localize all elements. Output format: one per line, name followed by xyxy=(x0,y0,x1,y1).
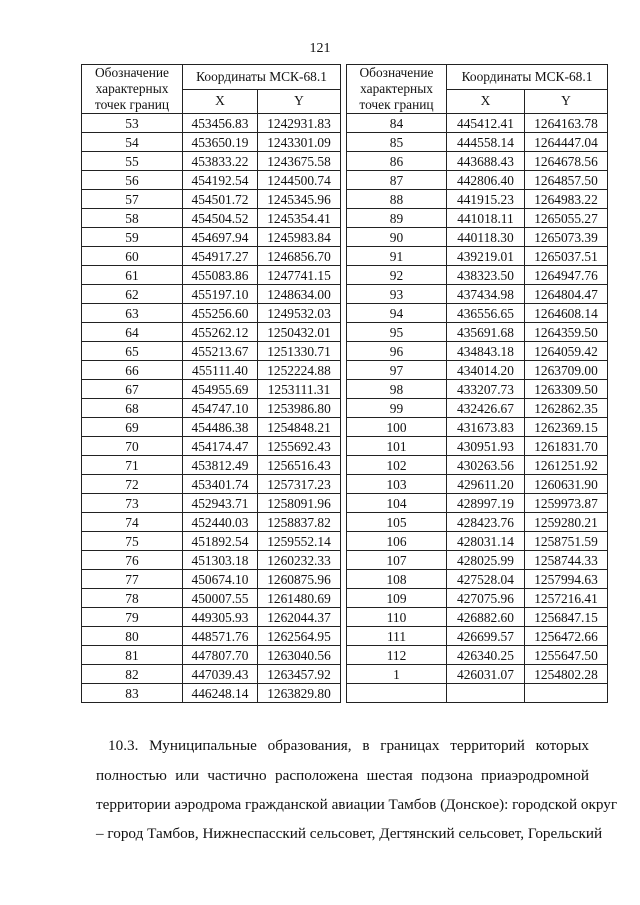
cell-x: 448571.76 xyxy=(183,627,258,646)
cell-point: 91 xyxy=(347,247,447,266)
cell-y: 1264163.78 xyxy=(525,114,608,133)
table-row xyxy=(347,114,608,133)
cell-point: 94 xyxy=(347,304,447,323)
table-row xyxy=(347,494,608,513)
cell-x: 429611.20 xyxy=(447,475,525,494)
cell-y: 1262862.35 xyxy=(525,399,608,418)
table-row xyxy=(82,380,341,399)
cell-point: 75 xyxy=(82,532,183,551)
table-row xyxy=(347,437,608,456)
cell-point: 59 xyxy=(82,228,183,247)
page-number: 121 xyxy=(309,41,331,56)
paragraph-line-4: – город Тамбов, Нижнеспасский сельсовет, Дегтянский сельсовет, Горельский xyxy=(96,825,603,842)
table-row xyxy=(347,399,608,418)
cell-y: 1253111.31 xyxy=(258,380,341,399)
table-row xyxy=(82,437,341,456)
cell-point: 81 xyxy=(82,646,183,665)
cell-point: 99 xyxy=(347,399,447,418)
cell-y: 1260232.33 xyxy=(258,551,341,570)
header-point-label: Обозначение характерных точек границ xyxy=(82,65,183,114)
cell-y: 1262369.15 xyxy=(525,418,608,437)
table-row xyxy=(82,608,341,627)
cell-y: 1263309.50 xyxy=(525,380,608,399)
cell-x: 432426.67 xyxy=(447,399,525,418)
cell-x: 437434.98 xyxy=(447,285,525,304)
cell-point: 56 xyxy=(82,171,183,190)
cell-point: 58 xyxy=(82,209,183,228)
paragraph-line-2: полностью или частично расположена шестая подзона приаэродромной xyxy=(96,767,589,784)
cell-point: 95 xyxy=(347,323,447,342)
cell-point: 67 xyxy=(82,380,183,399)
table-row xyxy=(347,456,608,475)
cell-x: 439219.01 xyxy=(447,247,525,266)
cell-y: 1263709.00 xyxy=(525,361,608,380)
cell-point: 68 xyxy=(82,399,183,418)
table-row xyxy=(82,342,341,361)
cell-x: 427075.96 xyxy=(447,589,525,608)
cell-x: 455256.60 xyxy=(183,304,258,323)
table-row xyxy=(82,190,341,209)
cell-x: 453650.19 xyxy=(183,133,258,152)
cell-point: 62 xyxy=(82,285,183,304)
table-row xyxy=(82,228,341,247)
cell-y: 1255647.50 xyxy=(525,646,608,665)
cell-point: 93 xyxy=(347,285,447,304)
cell-point: 112 xyxy=(347,646,447,665)
cell-point: 1 xyxy=(347,665,447,684)
cell-y: 1255692.43 xyxy=(258,437,341,456)
cell-x: 430951.93 xyxy=(447,437,525,456)
cell-y: 1261480.69 xyxy=(258,589,341,608)
cell-point: 60 xyxy=(82,247,183,266)
cell-point: 84 xyxy=(347,114,447,133)
header-point-label: Обозначение характерных точек границ xyxy=(347,65,447,114)
cell-x: 454917.27 xyxy=(183,247,258,266)
cell-x: 433207.73 xyxy=(447,380,525,399)
cell-y: 1242931.83 xyxy=(258,114,341,133)
cell-y: 1257317.23 xyxy=(258,475,341,494)
cell-x: 455111.40 xyxy=(183,361,258,380)
cell-x: 428997.19 xyxy=(447,494,525,513)
cell-y: 1265073.39 xyxy=(525,228,608,247)
cell-point: 72 xyxy=(82,475,183,494)
cell-y: 1264447.04 xyxy=(525,133,608,152)
table-row xyxy=(82,570,341,589)
cell-y: 1250432.01 xyxy=(258,323,341,342)
table-row xyxy=(347,608,608,627)
table-row xyxy=(347,551,608,570)
coordinates-table-left xyxy=(81,64,341,703)
cell-y: 1256472.66 xyxy=(525,627,608,646)
cell-x: 431673.83 xyxy=(447,418,525,437)
cell-point: 107 xyxy=(347,551,447,570)
cell-y xyxy=(525,684,608,703)
cell-x: 454486.38 xyxy=(183,418,258,437)
cell-point: 61 xyxy=(82,266,183,285)
cell-x: 454747.10 xyxy=(183,399,258,418)
cell-x: 452440.03 xyxy=(183,513,258,532)
cell-point: 74 xyxy=(82,513,183,532)
cell-x: 453833.22 xyxy=(183,152,258,171)
cell-x: 454504.52 xyxy=(183,209,258,228)
cell-y: 1264857.50 xyxy=(525,171,608,190)
table-row xyxy=(347,190,608,209)
table-row xyxy=(347,532,608,551)
cell-point: 79 xyxy=(82,608,183,627)
cell-point: 63 xyxy=(82,304,183,323)
cell-y: 1257216.41 xyxy=(525,589,608,608)
cell-x: 427528.04 xyxy=(447,570,525,589)
cell-y: 1249532.03 xyxy=(258,304,341,323)
cell-point: 78 xyxy=(82,589,183,608)
table-row xyxy=(347,266,608,285)
cell-y: 1265055.27 xyxy=(525,209,608,228)
cell-x xyxy=(447,684,525,703)
cell-x: 438323.50 xyxy=(447,266,525,285)
cell-point: 86 xyxy=(347,152,447,171)
cell-point: 111 xyxy=(347,627,447,646)
table-row xyxy=(347,304,608,323)
cell-point: 98 xyxy=(347,380,447,399)
header-y: Y xyxy=(525,89,608,114)
cell-point: 70 xyxy=(82,437,183,456)
cell-point: 55 xyxy=(82,152,183,171)
cell-point: 76 xyxy=(82,551,183,570)
cell-y: 1257994.63 xyxy=(525,570,608,589)
cell-point: 73 xyxy=(82,494,183,513)
table-row xyxy=(347,684,608,703)
cell-point: 80 xyxy=(82,627,183,646)
table-row xyxy=(82,114,341,133)
cell-y: 1256516.43 xyxy=(258,456,341,475)
cell-x: 450007.55 xyxy=(183,589,258,608)
cell-y: 1259280.21 xyxy=(525,513,608,532)
table-row xyxy=(82,665,341,684)
table-row xyxy=(347,171,608,190)
cell-point: 64 xyxy=(82,323,183,342)
table-row xyxy=(82,266,341,285)
table-row xyxy=(347,152,608,171)
table-row xyxy=(347,247,608,266)
cell-y: 1264947.76 xyxy=(525,266,608,285)
cell-y: 1258751.59 xyxy=(525,532,608,551)
cell-point: 105 xyxy=(347,513,447,532)
cell-x: 441018.11 xyxy=(447,209,525,228)
table-row xyxy=(82,589,341,608)
cell-point: 110 xyxy=(347,608,447,627)
cell-x: 453812.49 xyxy=(183,456,258,475)
cell-y: 1263829.80 xyxy=(258,684,341,703)
cell-x: 455197.10 xyxy=(183,285,258,304)
table-row xyxy=(82,475,341,494)
cell-x: 445412.41 xyxy=(447,114,525,133)
table-row xyxy=(82,399,341,418)
cell-point: 106 xyxy=(347,532,447,551)
cell-x: 447039.43 xyxy=(183,665,258,684)
table-row xyxy=(82,133,341,152)
table-row xyxy=(82,304,341,323)
cell-x: 430263.56 xyxy=(447,456,525,475)
cell-y: 1245983.84 xyxy=(258,228,341,247)
cell-x: 455262.12 xyxy=(183,323,258,342)
header-coords-label: Координаты МСК-68.1 xyxy=(183,65,341,90)
cell-y: 1245345.96 xyxy=(258,190,341,209)
cell-x: 426699.57 xyxy=(447,627,525,646)
table-row xyxy=(82,627,341,646)
cell-y: 1258837.82 xyxy=(258,513,341,532)
cell-x: 454955.69 xyxy=(183,380,258,399)
table-row xyxy=(347,665,608,684)
paragraph-line-1: 10.3. Муниципальные образования, в границах территорий которых xyxy=(108,737,589,754)
cell-y: 1264059.42 xyxy=(525,342,608,361)
cell-x: 447807.70 xyxy=(183,646,258,665)
cell-y: 1244500.74 xyxy=(258,171,341,190)
cell-y: 1264983.22 xyxy=(525,190,608,209)
cell-x: 455083.86 xyxy=(183,266,258,285)
table-body-right xyxy=(347,114,608,703)
table-row xyxy=(82,684,341,703)
table-row xyxy=(347,570,608,589)
cell-x: 426031.07 xyxy=(447,665,525,684)
cell-x: 435691.68 xyxy=(447,323,525,342)
table-row xyxy=(82,494,341,513)
table-row xyxy=(347,646,608,665)
table-row xyxy=(347,627,608,646)
cell-point: 90 xyxy=(347,228,447,247)
cell-y: 1243675.58 xyxy=(258,152,341,171)
cell-y: 1259973.87 xyxy=(525,494,608,513)
cell-y: 1262044.37 xyxy=(258,608,341,627)
table-row xyxy=(347,323,608,342)
cell-x: 443688.43 xyxy=(447,152,525,171)
table-row xyxy=(347,361,608,380)
table-row xyxy=(347,285,608,304)
cell-point: 69 xyxy=(82,418,183,437)
cell-x: 446248.14 xyxy=(183,684,258,703)
table-row xyxy=(82,247,341,266)
cell-point: 104 xyxy=(347,494,447,513)
cell-point xyxy=(347,684,447,703)
table-row xyxy=(347,589,608,608)
cell-x: 450674.10 xyxy=(183,570,258,589)
cell-x: 428025.99 xyxy=(447,551,525,570)
table-row xyxy=(82,152,341,171)
cell-point: 92 xyxy=(347,266,447,285)
cell-point: 109 xyxy=(347,589,447,608)
cell-y: 1261831.70 xyxy=(525,437,608,456)
cell-y: 1256847.15 xyxy=(525,608,608,627)
table-row xyxy=(82,323,341,342)
cell-point: 53 xyxy=(82,114,183,133)
cell-y: 1264804.47 xyxy=(525,285,608,304)
cell-x: 453456.83 xyxy=(183,114,258,133)
table-row xyxy=(82,646,341,665)
cell-y: 1245354.41 xyxy=(258,209,341,228)
cell-x: 428031.14 xyxy=(447,532,525,551)
cell-point: 100 xyxy=(347,418,447,437)
cell-point: 101 xyxy=(347,437,447,456)
cell-y: 1261251.92 xyxy=(525,456,608,475)
cell-point: 77 xyxy=(82,570,183,589)
cell-y: 1258091.96 xyxy=(258,494,341,513)
cell-x: 451892.54 xyxy=(183,532,258,551)
table-row xyxy=(347,228,608,247)
cell-x: 453401.74 xyxy=(183,475,258,494)
cell-x: 444558.14 xyxy=(447,133,525,152)
header-x: X xyxy=(447,89,525,114)
cell-y: 1262564.95 xyxy=(258,627,341,646)
cell-x: 441915.23 xyxy=(447,190,525,209)
table-row xyxy=(347,342,608,361)
cell-x: 426882.60 xyxy=(447,608,525,627)
cell-y: 1254848.21 xyxy=(258,418,341,437)
cell-y: 1263040.56 xyxy=(258,646,341,665)
coordinates-table-right xyxy=(346,64,608,703)
table-row xyxy=(82,551,341,570)
cell-y: 1264678.56 xyxy=(525,152,608,171)
cell-point: 82 xyxy=(82,665,183,684)
cell-y: 1258744.33 xyxy=(525,551,608,570)
cell-y: 1260631.90 xyxy=(525,475,608,494)
cell-point: 71 xyxy=(82,456,183,475)
cell-point: 87 xyxy=(347,171,447,190)
table-body-left xyxy=(82,114,341,703)
cell-x: 452943.71 xyxy=(183,494,258,513)
cell-y: 1253986.80 xyxy=(258,399,341,418)
cell-x: 451303.18 xyxy=(183,551,258,570)
table-row xyxy=(82,209,341,228)
table-row xyxy=(82,456,341,475)
cell-point: 89 xyxy=(347,209,447,228)
cell-x: 455213.67 xyxy=(183,342,258,361)
cell-x: 442806.40 xyxy=(447,171,525,190)
table-row xyxy=(347,513,608,532)
header-coords-label: Координаты МСК-68.1 xyxy=(447,65,608,90)
cell-x: 454501.72 xyxy=(183,190,258,209)
cell-point: 54 xyxy=(82,133,183,152)
table-row xyxy=(347,133,608,152)
cell-x: 454174.47 xyxy=(183,437,258,456)
cell-y: 1260875.96 xyxy=(258,570,341,589)
cell-x: 428423.76 xyxy=(447,513,525,532)
table-row xyxy=(82,532,341,551)
cell-x: 436556.65 xyxy=(447,304,525,323)
cell-y: 1248634.00 xyxy=(258,285,341,304)
cell-point: 97 xyxy=(347,361,447,380)
cell-y: 1265037.51 xyxy=(525,247,608,266)
table-row xyxy=(82,285,341,304)
header-y: Y xyxy=(258,89,341,114)
cell-x: 434014.20 xyxy=(447,361,525,380)
table-row xyxy=(82,361,341,380)
table-row xyxy=(347,418,608,437)
cell-point: 83 xyxy=(82,684,183,703)
cell-y: 1254802.28 xyxy=(525,665,608,684)
cell-x: 440118.30 xyxy=(447,228,525,247)
cell-y: 1263457.92 xyxy=(258,665,341,684)
cell-y: 1259552.14 xyxy=(258,532,341,551)
cell-x: 434843.18 xyxy=(447,342,525,361)
cell-y: 1243301.09 xyxy=(258,133,341,152)
table-row xyxy=(347,209,608,228)
table-row xyxy=(82,418,341,437)
table-row xyxy=(82,513,341,532)
cell-point: 103 xyxy=(347,475,447,494)
cell-x: 454192.54 xyxy=(183,171,258,190)
cell-point: 88 xyxy=(347,190,447,209)
header-x: X xyxy=(183,89,258,114)
cell-y: 1251330.71 xyxy=(258,342,341,361)
cell-x: 449305.93 xyxy=(183,608,258,627)
cell-point: 108 xyxy=(347,570,447,589)
table-row xyxy=(347,380,608,399)
cell-y: 1246856.70 xyxy=(258,247,341,266)
cell-y: 1264608.14 xyxy=(525,304,608,323)
cell-point: 65 xyxy=(82,342,183,361)
cell-y: 1252224.88 xyxy=(258,361,341,380)
cell-point: 66 xyxy=(82,361,183,380)
cell-y: 1264359.50 xyxy=(525,323,608,342)
table-row xyxy=(82,171,341,190)
paragraph-line-3: территории аэродрома гражданской авиации Тамбов (Донское): городской округ xyxy=(96,796,618,813)
table-row xyxy=(347,475,608,494)
cell-x: 454697.94 xyxy=(183,228,258,247)
cell-point: 57 xyxy=(82,190,183,209)
cell-point: 96 xyxy=(347,342,447,361)
cell-y: 1247741.15 xyxy=(258,266,341,285)
cell-x: 426340.25 xyxy=(447,646,525,665)
cell-point: 102 xyxy=(347,456,447,475)
cell-point: 85 xyxy=(347,133,447,152)
